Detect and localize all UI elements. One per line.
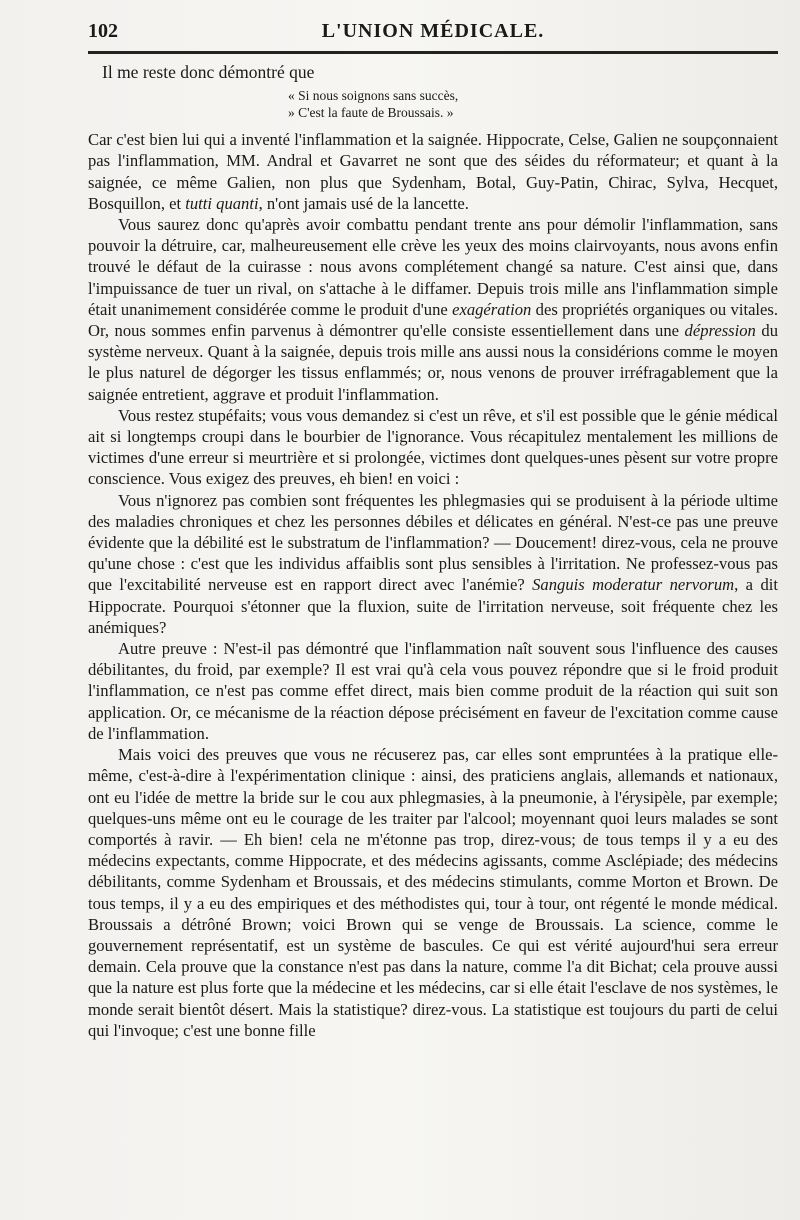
header-rule bbox=[88, 51, 778, 54]
intro-line: Il me reste donc démontré que bbox=[102, 62, 315, 82]
article-body bbox=[88, 62, 778, 1041]
paragraph-2-emphasis-1: exagération bbox=[452, 299, 532, 319]
paragraph-2-text-a: Vous saurez donc qu'après avoir combattu pendant trente ans pour démolir l'inflammation, sans pouvoir la détruire, car, malheureusement elle crève les yeux des moins clairvoyants, nous avons enfin trouvé le défaut de la cuirasse : nous avons complétement changé sa nature. C'est ainsi que, dans l'impuissance de tuer un rival, on s'attache à le diffamer. Depuis trois mille ans l'inflammation simple était unanimement considérée comme le produit d'une bbox=[88, 215, 778, 319]
paragraph-4-emphasis: Sanguis moderatur nervorum bbox=[532, 575, 735, 595]
quote-line-2: » C'est la faute de Broussais. » bbox=[288, 105, 454, 121]
paragraph-1 bbox=[88, 129, 778, 214]
paragraph-4 bbox=[88, 490, 778, 638]
quote-line-1: « Si nous soignons sans succès, bbox=[288, 88, 459, 104]
paragraph-1-text-a: Car c'est bien lui qui a inventé l'inflammation et la saignée. Hippocrate, Celse, Galien ne soupçonnaient pas l'inflammation, MM. Andral et Gavarret ne sont que des séides du réformateur; et quant à la saignée, ce même Galien, non plus que Sydenham, Botal, Guy-Patin, Chirac, Sylva, Hecquet, Bosquillon, et bbox=[88, 130, 778, 213]
page-header bbox=[88, 18, 778, 48]
paragraph-6: Mais voici des preuves que vous ne récuserez pas, car elles sont empruntées à la pratique elle-même, c'est-à-dire à l'expérimentation clinique : ainsi, des praticiens anglais, allemands et nationaux, ont eu l'idée de mettre la bride sur le cou aux phlegmasies, à la pneumonie, à l'érysipèle, par exemple; quelques-uns même ont eu le courage de les traiter par l'alcool; moyennant quoi leurs malades se sont comportés à ravir. — Eh bien! cela ne m'étonne pas trop, direz-vous; de tous temps il y a eu des médecins expectants, comme Hippocrate, et des médecins agissants, comme Asclépiade; des médecins débilitants, comme Sydenham et Broussais, et des médecins stimulants, comme Morton et Brown. De tous temps, il y a eu des empiriques et des méthodistes qui, tour à tour, ont régenté le monde médical. Broussais a détrôné Brown; voici Brown qui se venge de Broussais. La science, comme le gouvernement représentatif, est un système de bascules. Ce qui est vérité aujourd'hui sera erreur demain. Cela prouve que la constance n'est pas dans la nature, comme l'a dit Bichat; cela prouve aussi que la nature est plus forte que la médecine et les médecins, car si elle était l'esclave de nos systèmes, le monde serait bientôt désert. Mais la statistique? direz-vous. La statistique est toujours du parti de celui qui l'invoque; c'est une bonne fille bbox=[88, 745, 778, 1040]
paragraph-2-text-c: du système nerveux. Quant à la saignée, depuis trois mille ans aussi nous la considérions comme le moyen le plus naturel de dégorger les tissus enflammés; or, nous venons de prouver irréfragablement que la saignée entretient, aggrave et produit l'inflammation. bbox=[88, 321, 778, 404]
quotation bbox=[288, 87, 778, 121]
page-number: 102 bbox=[88, 20, 118, 42]
paragraph-2-emphasis-2: dépression bbox=[684, 321, 756, 341]
paragraph-2-text-b: des propriétés organiques ou vitales. Or, nous sommes enfin parvenus à démontrer qu'elle consiste essentiellement dans une bbox=[88, 299, 779, 341]
paragraph-3: Vous restez stupéfaits; vous vous demandez si c'est un rêve, et s'il est possible que le génie médical ait si longtemps croupi dans le bourbier de l'ignorance. Vous récapitulez mentalement les millions de victimes d'une erreur si meurtrière et si prolongée, victimes dont quelques-unes pèsent sur votre propre conscience. Vous exigez des preuves, eh bien! en voici : bbox=[88, 405, 778, 489]
paragraph-5: Autre preuve : N'est-il pas démontré que l'inflammation naît souvent sous l'influence des causes débilitantes, du froid, par exemple? Il est vrai qu'à cela vous pouvez répondre que si le froid produit l'inflammation, ce n'est pas comme effet direct, mais bien comme produit de la réaction qui suit son application. Or, ce mécanisme de la réaction dépose précisément en faveur de l'excitation comme cause de l'inflammation. bbox=[88, 639, 778, 743]
paragraph-1-emphasis: tutti quanti bbox=[185, 193, 259, 213]
paragraph-2 bbox=[88, 214, 778, 405]
paragraph-4-text-a: Vous n'ignorez pas combien sont fréquentes les phlegmasies qui se produisent à la période ultime des maladies chroniques et chez les personnes débiles et délicates en général. N'est-ce pas une preuve évidente que la débilité est le substratum de l'inflammation? — Doucement! direz-vous, cela ne prouve qu'une chose : c'est que les individus affaiblis sont plus sensibles à l'irritation. Ne professez-vous pas que l'excitabilité nerveuse est en rapport direct avec l'anémie? bbox=[88, 490, 778, 595]
paragraph-1-text-b: , n'ont jamais usé de la lancette. bbox=[258, 193, 469, 213]
running-title: L'UNION MÉDICALE. bbox=[321, 20, 545, 42]
paragraph-4-text-b: , a dit Hippocrate. Pourquoi s'étonner que la fluxion, suite de l'irritation nerveuse, soit fréquente chez les anémiques? bbox=[88, 575, 778, 637]
